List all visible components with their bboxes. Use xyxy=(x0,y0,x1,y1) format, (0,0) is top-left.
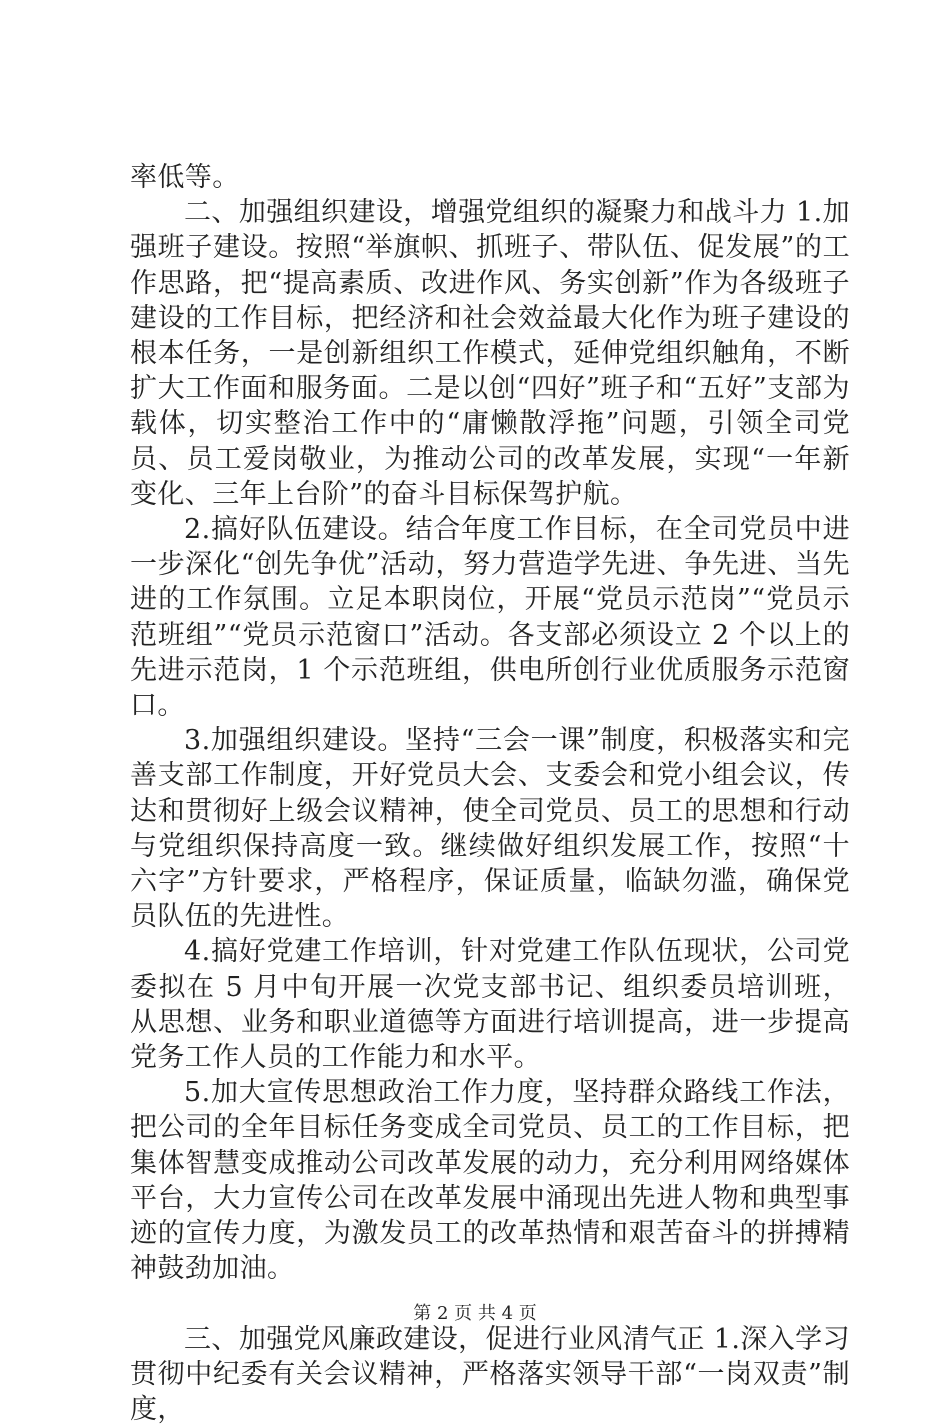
paragraph-item-3: 3.加强组织建设。坚持“三会一课”制度，积极落实和完善支部工作制度，开好党员大会、支委会和党小组会议，传达和贯彻好上级会议精神，使全司党员、员工的思想和行动与党组织保持高度一致。继续做好组织发展工作，按照“十六字”方针要求，严格程序，保证质量，临缺勿滥，确保党员队伍的先进性。 xyxy=(130,723,850,934)
document-body xyxy=(130,160,850,1427)
paragraph-continuation: 率低等。 xyxy=(130,160,850,195)
paragraph-item-5: 5.加大宣传思想政治工作力度，坚持群众路线工作法，把公司的全年目标任务变成全司党员、员工的工作目标，把集体智慧变成推动公司改革发展的动力，充分利用网络媒体平台，大力宣传公司在改革发展中涌现出先进人物和典型事迹的宣传力度，为激发员工的改革热情和艰苦奋斗的拼搏精神鼓劲加油。 xyxy=(130,1075,850,1286)
page-footer: 第 2 页 共 4 页 xyxy=(0,1303,950,1325)
paragraph-section-two: 二、加强组织建设，增强党组织的凝聚力和战斗力 1.加强班子建设。按照“举旗帜、抓班子、带队伍、促发展”的工作思路，把“提高素质、改进作风、务实创新”作为各级班子建设的工作目标，把经济和社会效益最大化作为班子建设的根本任务，一是创新组织工作模式，延伸党组织触角，不断扩大工作面和服务面。二是以创“四好”班子和“五好”支部为载体，切实整治工作中的“庸懒散浮拖”问题，引领全司党员、员工爱岗敬业，为推动公司的改革发展，实现“一年新变化、三年上台阶”的奋斗目标保驾护航。 xyxy=(130,195,850,512)
paragraph-item-2: 2.搞好队伍建设。结合年度工作目标，在全司党员中进一步深化“创先争优”活动，努力营造学先进、争先进、当先进的工作氛围。立足本职岗位，开展“党员示范岗”“党员示范班组”“党员示范窗口”活动。各支部必须设立 2 个以上的先进示范岗，1 个示范班组，供电所创行业优质服务示范窗口。 xyxy=(130,512,850,723)
paragraph-item-4: 4.搞好党建工作培训，针对党建工作队伍现状，公司党委拟在 5 月中旬开展一次党支部书记、组织委员培训班，从思想、业务和职业道德等方面进行培训提高，进一步提高党务工作人员的工作能力和水平。 xyxy=(130,934,850,1075)
paragraph-section-three: 三、加强党风廉政建设，促进行业风清气正 1.深入学习贯彻中纪委有关会议精神，严格落实领导干部“一岗双责”制度， xyxy=(130,1322,850,1427)
